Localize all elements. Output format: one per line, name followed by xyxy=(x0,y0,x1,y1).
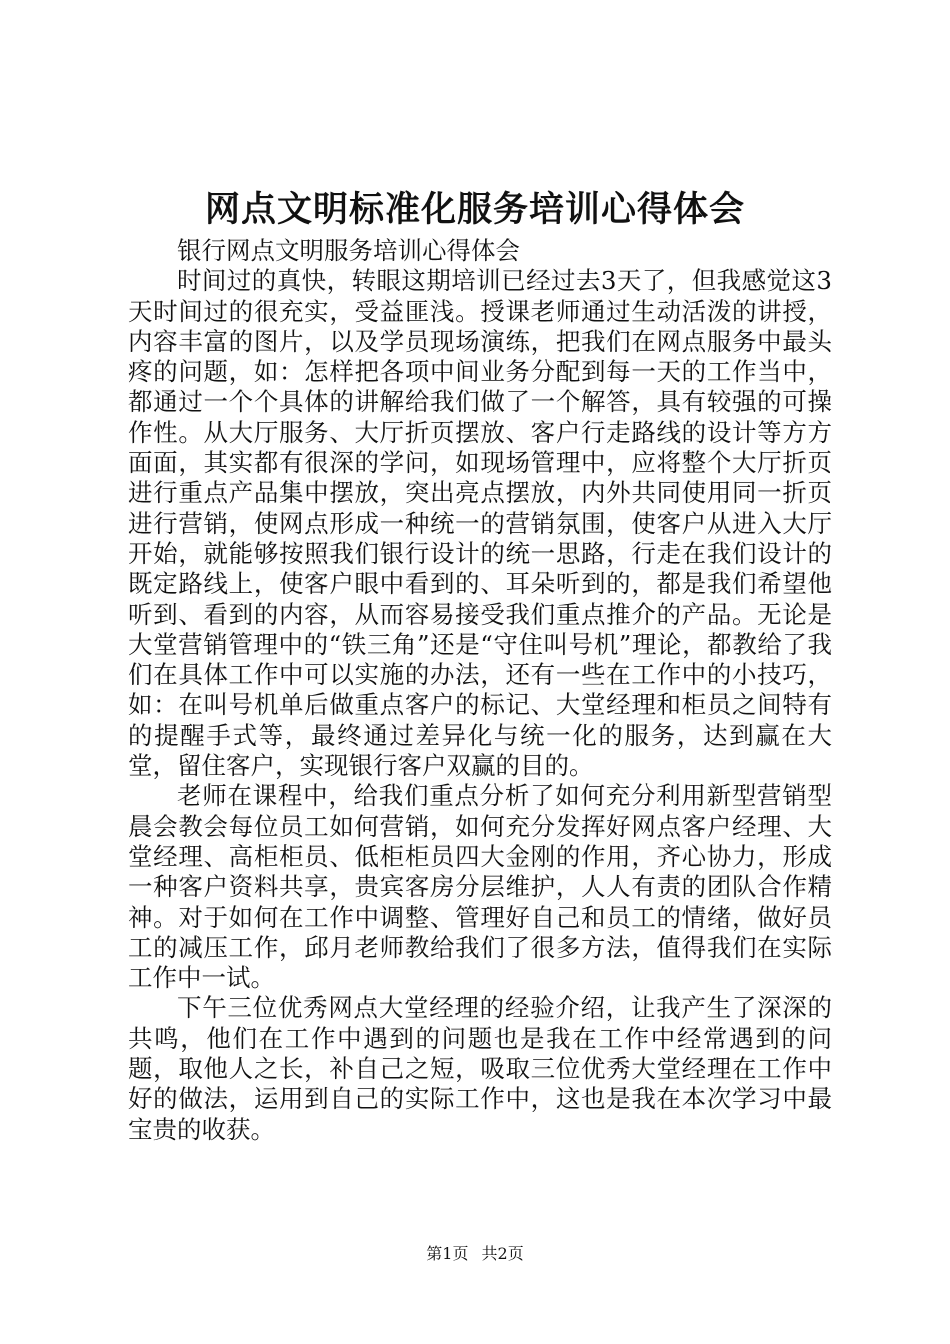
page-number: 第1页 xyxy=(426,1244,469,1263)
page-footer xyxy=(0,1243,950,1265)
document-body xyxy=(128,236,832,1145)
paragraph-3: 下午三位优秀网点大堂经理的经验介绍，让我产生了深深的共鸣，他们在工作中遇到的问题也是我在工作中经常遇到的问题，取他人之长，补自己之短，吸取三位优秀大堂经理在工作中好的做法，运用到自己的实际工作中，这也是我在本次学习中最宝贵的收获。 xyxy=(128,993,832,1144)
document-subtitle: 银行网点文明服务培训心得体会 xyxy=(177,236,520,265)
paragraph-2: 老师在课程中，给我们重点分析了如何充分利用新型营销型晨会教会每位员工如何营销，如何充分发挥好网点客户经理、大堂经理、高柜柜员、低柜柜员四大金刚的作用，齐心协力，形成一种客户资料共享，贵宾客房分层维护，人人有责的团队合作精神。对于如何在工作中调整、管理好自己和员工的情绪，做好员工的减压工作，邱月老师教给我们了很多方法，值得我们在实际工作中一试。 xyxy=(128,781,832,993)
document-title: 网点文明标准化服务培训心得体会 xyxy=(204,189,745,230)
page-count: 共2页 xyxy=(481,1244,524,1263)
paragraph-1: 时间过的真快，转眼这期培训已经过去3天了，但我感觉这3天时间过的很充实，受益匪浅。授课老师通过生动活泼的讲授，内容丰富的图片，以及学员现场演练，把我们在网点服务中最头疼的问题，如：怎样把各项中间业务分配到每一天的工作当中，都通过一个个具体的讲解给我们做了一个解答，具有较强的可操作性。从大厅服务、大厅折页摆放、客户行走路线的设计等方方面面，其实都有很深的学问，如现场管理中，应将整个大厅折页进行重点产品集中摆放，突出亮点摆放，内外共同使用同一折页进行营销，使网点形成一种统一的营销氛围，使客户从进入大厅开始，就能够按照我们银行设计的统一思路，行走在我们设计的既定路线上，使客户眼中看到的、耳朵听到的，都是我们希望他听到、看到的内容，从而容易接受我们重点推介的产品。无论是大堂营销管理中的“铁三角”还是“守住叫号机”理论，都教给了我们在具体工作中可以实施的办法，还有一些在工作中的小技巧，如：在叫号机单后做重点客户的标记、大堂经理和柜员之间特有的提醒手式等，最终通过差异化与统一化的服务，达到赢在大堂，留住客户，实现银行客户双赢的目的。 xyxy=(128,266,832,781)
